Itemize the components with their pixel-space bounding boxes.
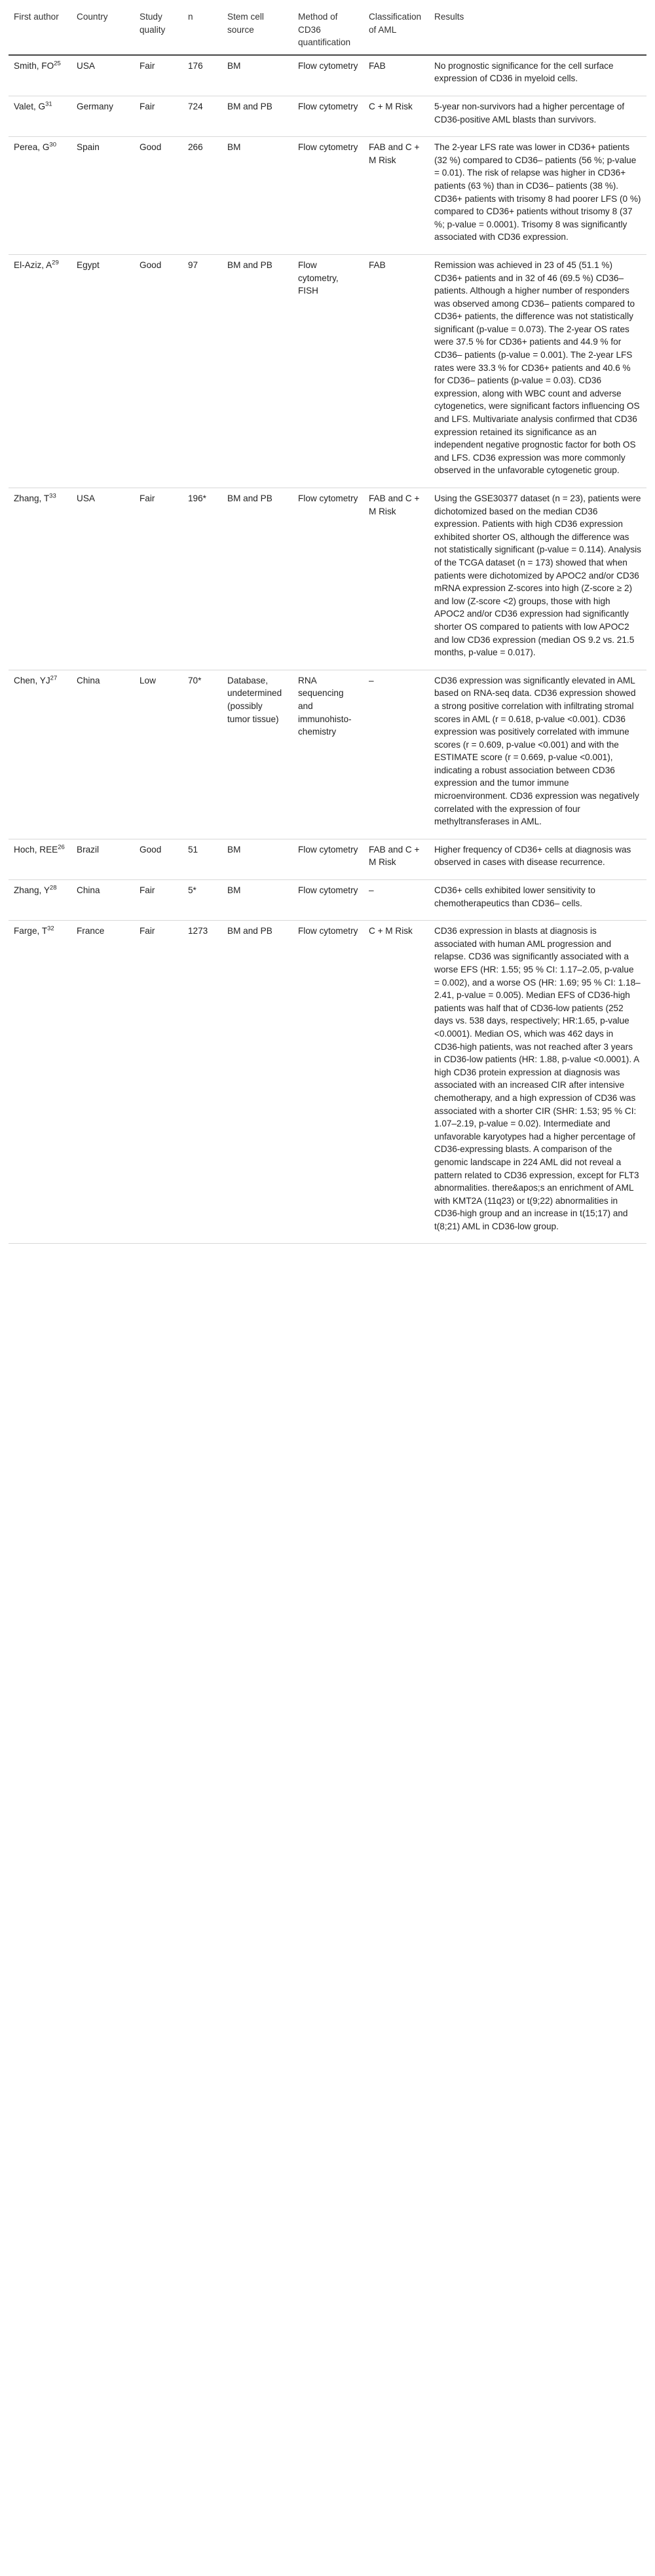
country-cell (71, 839, 134, 879)
author-cell-text: Perea, G (14, 142, 50, 153)
author-cell-text: Chen, YJ (14, 675, 50, 685)
classification-cell-text: FAB and C + M Risk (369, 844, 420, 868)
country-cell-text: Brazil (77, 844, 99, 855)
reference-superscript: 29 (52, 259, 59, 267)
classification-cell-text: FAB and C + M Risk (369, 142, 420, 165)
author-cell-text: El-Aziz, A (14, 260, 52, 270)
n-cell (183, 670, 222, 839)
header-country: Country (71, 7, 134, 55)
n-cell (183, 96, 222, 136)
author-cell (9, 670, 71, 839)
n-cell-text: 1273 (188, 926, 208, 936)
stem-cell-source-cell-text: BM (227, 885, 241, 896)
author-cell (9, 488, 71, 670)
classification-cell-text: FAB (369, 60, 386, 71)
table-row (9, 839, 646, 879)
country-cell-text: Egypt (77, 260, 100, 270)
author-cell (9, 254, 71, 488)
header-first-author: First author (9, 7, 71, 55)
method-cell (293, 839, 364, 879)
header-row (9, 7, 646, 55)
stem-cell-source-cell (222, 137, 293, 255)
results-cell-text: CD36 expression in blasts at diagnosis is associated with human AML progression and relapse. CD36 was significantly associated with a worse EFS (HR: 1.55; 95 % CI: 1.17–2.05, p-value = 0.002), and a worse OS (HR: 1.69; 95 % CI: 1.18–2.41, p-value = 0.005). Median EFS of CD36-high patients was half that of CD36-low patients (252 days vs. 538 days, respectively; HR:1.65, p-value <0.0001). Median OS, which was 462 days in CD36-high patients, was not reached after 3 years in CD36-low patients (HR: 1.88, p-value <0.0001). A high CD36 protein expression at diagnosis was associated with an increased CIR after intensive chemotherapy, and a high expression of CD36 was associated with a shorter CIR (SHR: 1.53; 95 % CI: 1.07–2.19, p-value = 0.02). Intermediate and unfavorable karyotypes had a higher percentage of CD36-expressing blasts. A comparison of the genomic landscape in 224 AML did not reveal a pattern related to CD36 expression, except for FLT3 abnormalities. there&apos;s an enrichment of AML with KMT2A (11q23) or t(9;22) abnormalities in CD36-high group and an increase in t(15;17) and t(8;21) AML in CD36-low group. (434, 926, 641, 1231)
reference-superscript: 33 (49, 492, 56, 500)
classification-cell-text: FAB (369, 260, 386, 270)
study-quality-cell (134, 137, 183, 255)
method-cell (293, 921, 364, 1244)
author-cell (9, 921, 71, 1244)
n-cell (183, 55, 222, 96)
classification-cell-text: – (369, 885, 374, 896)
reference-superscript: 27 (50, 674, 58, 682)
method-cell-text: Flow cytometry (298, 885, 358, 896)
n-cell-text: 5* (188, 885, 196, 896)
study-quality-cell (134, 880, 183, 921)
classification-cell (364, 839, 429, 879)
n-cell (183, 839, 222, 879)
results-cell (429, 488, 646, 670)
method-cell (293, 55, 364, 96)
country-cell (71, 488, 134, 670)
results-cell-text: Higher frequency of CD36+ cells at diagnosis was observed in cases with disease recurrence. (434, 844, 631, 868)
n-cell (183, 921, 222, 1244)
header-n: n (183, 7, 222, 55)
country-cell-text: USA (77, 60, 95, 71)
stem-cell-source-cell-text: BM and PB (227, 260, 272, 270)
table-header (9, 7, 646, 55)
study-quality-cell-text: Good (140, 260, 162, 270)
country-cell (71, 137, 134, 255)
results-cell-text: Using the GSE30377 dataset (n = 23), patients were dichotomized based on the median CD36 expression. Patients with high CD36 expression exhibited shorter OS, although the difference was not statistically significant (p-value = 0.114). Analysis of the TCGA dataset (n = 173) showed that when patients were dichotomized by APOC2 and/or CD36 mRNA expression Z-scores into high (Z-score ≥ 2) and low (Z-score <2) groups, those with high APOC2 and/or CD36 expression had significantly shorter OS compared to patients with low APOC2 and low CD36 expression (median OS 9.2 vs. 21.5 months, p-value = 0.017). (434, 493, 641, 658)
method-cell (293, 96, 364, 136)
table-row (9, 670, 646, 839)
method-cell (293, 137, 364, 255)
author-cell-text: Zhang, Y (14, 885, 50, 896)
study-quality-cell (134, 254, 183, 488)
classification-cell (364, 670, 429, 839)
stem-cell-source-cell (222, 488, 293, 670)
country-cell (71, 670, 134, 839)
country-cell (71, 55, 134, 96)
table-row (9, 921, 646, 1244)
table-row (9, 488, 646, 670)
classification-cell-text: C + M Risk (369, 926, 413, 936)
n-cell-text: 196* (188, 493, 206, 503)
header-classification: Classification of AML (364, 7, 429, 55)
table-row (9, 880, 646, 921)
classification-cell (364, 137, 429, 255)
table-row (9, 254, 646, 488)
study-quality-cell-text: Fair (140, 101, 155, 111)
stem-cell-source-cell-text: BM (227, 142, 241, 153)
study-quality-cell-text: Fair (140, 60, 155, 71)
classification-cell (364, 55, 429, 96)
study-quality-cell-text: Fair (140, 493, 155, 503)
table-row (9, 96, 646, 136)
method-cell-text: Flow cytometry (298, 493, 358, 503)
stem-cell-source-cell (222, 880, 293, 921)
reference-superscript: 25 (54, 60, 61, 67)
n-cell-text: 266 (188, 142, 203, 153)
country-cell-text: Germany (77, 101, 113, 111)
country-cell (71, 921, 134, 1244)
stem-cell-source-cell-text: Database, undetermined (possibly tumor tissue) (227, 675, 282, 724)
results-cell-text: Remission was achieved in 23 of 45 (51.1 %) CD36+ patients and in 32 of 46 (69.5 %) CD36– patients. Although a higher number of responders was observed among CD36– patients compared to CD36+ patients, the difference was not statistically significant (p-value = 0.073). The 2-year OS rates were 37.5 % for CD36+ patients and 44.9 % for CD36– patients (p-value = 0.001). The 2-year LFS rates were 33.3 % for CD36+ patients and 40.6 % for CD36– patients (p-value = 0.03). CD36 expression, along with WBC count and adverse cytogenetics, were significant factors influencing OS and LFS. Multivariate analysis confirmed that CD36 expression retained its significance as an independent negative prognostic factor for both OS and LFS. CD36 expression was more commonly observed in the unfavorable cytogenetic group. (434, 260, 640, 476)
study-quality-cell (134, 670, 183, 839)
method-cell-text: RNA sequencing and immunohisto-chemistry (298, 675, 352, 737)
method-cell-text: Flow cytometry, FISH (298, 260, 339, 296)
study-quality-cell-text: Low (140, 675, 156, 685)
table-row (9, 55, 646, 96)
author-cell-text: Farge, T (14, 926, 48, 936)
n-cell-text: 724 (188, 101, 203, 111)
n-cell (183, 137, 222, 255)
classification-cell (364, 880, 429, 921)
header-study-quality: Study quality (134, 7, 183, 55)
classification-cell (364, 254, 429, 488)
method-cell (293, 670, 364, 839)
reference-superscript: 31 (45, 100, 52, 108)
country-cell-text: Spain (77, 142, 100, 153)
table-row (9, 137, 646, 255)
results-cell-text: CD36 expression was significantly elevated in AML based on RNA-seq data. CD36 expression showed a strong positive correlation with infiltrating stromal scores in AML (r = 0.618, p-value <0.001). CD36 expression was positively correlated with immune scores (r = 0.609, p-value <0.001) and with the ESTIMATE score (r = 0.669, p-value <0.001), indicating a robust association between CD36 expression and the tumor immune microenvironment. CD36 expression was negatively correlated with the expression of four methyltransferases in AML. (434, 675, 639, 827)
study-quality-cell-text: Fair (140, 885, 155, 896)
author-cell-text: Valet, G (14, 101, 46, 111)
header-stem-cell-source: Stem cell source (222, 7, 293, 55)
results-cell-text: No prognostic significance for the cell surface expression of CD36 in myeloid cells. (434, 60, 614, 84)
study-quality-cell-text: Good (140, 142, 162, 153)
stem-cell-source-cell-text: BM and PB (227, 926, 272, 936)
study-quality-cell (134, 55, 183, 96)
author-cell-text: Zhang, T (14, 493, 50, 503)
country-cell (71, 254, 134, 488)
classification-cell-text: – (369, 675, 374, 685)
results-cell (429, 254, 646, 488)
author-cell (9, 880, 71, 921)
study-quality-cell (134, 488, 183, 670)
reference-superscript: 32 (47, 925, 54, 932)
country-cell-text: China (77, 675, 100, 685)
author-cell (9, 137, 71, 255)
stem-cell-source-cell-text: BM (227, 844, 241, 855)
author-cell (9, 839, 71, 879)
country-cell-text: France (77, 926, 105, 936)
reference-superscript: 28 (49, 884, 57, 892)
method-cell-text: Flow cytometry (298, 844, 358, 855)
author-cell-text: Hoch, REE (14, 844, 58, 855)
country-cell-text: China (77, 885, 100, 896)
author-cell (9, 55, 71, 96)
study-quality-cell-text: Fair (140, 926, 155, 936)
stem-cell-source-cell (222, 921, 293, 1244)
results-cell (429, 880, 646, 921)
classification-cell-text: C + M Risk (369, 101, 413, 111)
study-quality-cell (134, 839, 183, 879)
stem-cell-source-cell-text: BM and PB (227, 493, 272, 503)
n-cell-text: 70* (188, 675, 202, 685)
results-cell-text: 5-year non-survivors had a higher percentage of CD36-positive AML blasts than survivors. (434, 101, 625, 125)
classification-cell-text: FAB and C + M Risk (369, 493, 420, 516)
classification-cell (364, 488, 429, 670)
results-cell (429, 137, 646, 255)
results-cell (429, 839, 646, 879)
stem-cell-source-cell (222, 96, 293, 136)
study-quality-cell-text: Good (140, 844, 162, 855)
method-cell-text: Flow cytometry (298, 101, 358, 111)
stem-cell-source-cell (222, 670, 293, 839)
results-cell (429, 921, 646, 1244)
stem-cell-source-cell-text: BM and PB (227, 101, 272, 111)
study-quality-cell (134, 96, 183, 136)
stem-cell-source-cell (222, 839, 293, 879)
results-cell-text: The 2-year LFS rate was lower in CD36+ patients (32 %) compared to CD36– patients (56 %; p-value = 0.01). The risk of relapse was higher in CD36+ patients (63 %) than in CD36– patients (38 %). CD36+ patients with trisomy 8 had poorer LFS (0 %) compared to CD36+ patients without trisomy 8 (37 %; p-value = 0.0001). Trisomy 8 was significantly associated with CD36 expression. (434, 142, 641, 242)
study-quality-cell (134, 921, 183, 1244)
table-body (9, 55, 646, 1244)
results-cell (429, 670, 646, 839)
results-cell-text: CD36+ cells exhibited lower sensitivity to chemotherapeutics than CD36– cells. (434, 885, 595, 908)
n-cell-text: 97 (188, 260, 198, 270)
n-cell (183, 880, 222, 921)
reference-superscript: 30 (49, 141, 56, 149)
method-cell (293, 254, 364, 488)
country-cell (71, 880, 134, 921)
results-cell (429, 55, 646, 96)
method-cell-text: Flow cytometry (298, 60, 358, 71)
stem-cell-source-cell (222, 55, 293, 96)
reference-superscript: 26 (58, 843, 65, 851)
n-cell-text: 51 (188, 844, 198, 855)
classification-cell (364, 96, 429, 136)
method-cell-text: Flow cytometry (298, 142, 358, 153)
method-cell (293, 488, 364, 670)
header-method: Method of CD36 quantification (293, 7, 364, 55)
results-cell (429, 96, 646, 136)
method-cell-text: Flow cytometry (298, 926, 358, 936)
method-cell (293, 880, 364, 921)
country-cell (71, 96, 134, 136)
n-cell (183, 488, 222, 670)
stem-cell-source-cell-text: BM (227, 60, 241, 71)
country-cell-text: USA (77, 493, 95, 503)
n-cell (183, 254, 222, 488)
author-cell-text: Smith, FO (14, 60, 54, 71)
author-cell (9, 96, 71, 136)
studies-table (9, 7, 646, 1244)
n-cell-text: 176 (188, 60, 203, 71)
stem-cell-source-cell (222, 254, 293, 488)
classification-cell (364, 921, 429, 1244)
header-results: Results (429, 7, 646, 55)
